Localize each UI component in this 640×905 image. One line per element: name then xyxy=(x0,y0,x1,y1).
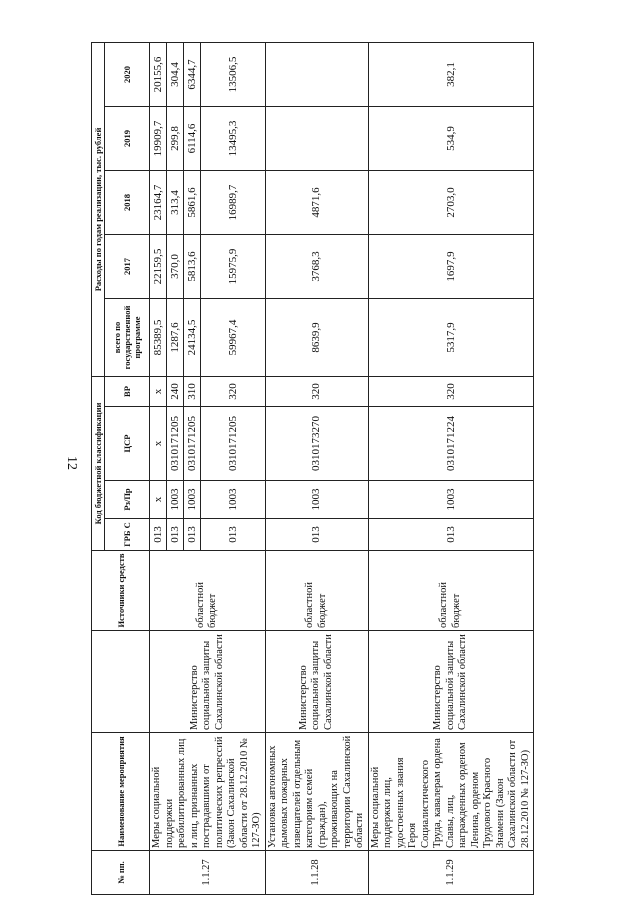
cell-total: 59967,4 xyxy=(201,299,265,377)
table-row xyxy=(265,42,368,894)
cell-csr: 0310173270 xyxy=(265,407,368,481)
header-rzpr: Рз/Пр xyxy=(105,481,150,519)
cell-csr: 0310171205 xyxy=(201,407,265,481)
cell-2018: 5861,6 xyxy=(184,171,201,235)
cell-csr: 0310171205 xyxy=(167,407,184,481)
cell-2020: 13506,5 xyxy=(201,42,265,106)
row-name: Установка автономных дымовых пожарных извещателей отдельным категориям семей (граждан), проживающих на территории Сахалинской области xyxy=(265,733,368,851)
cell-rzpr: 1003 xyxy=(167,481,184,519)
row-num: 1.1.27 xyxy=(150,851,266,895)
cell-2017: 1697,9 xyxy=(368,235,534,299)
row-source: областной бюджет xyxy=(265,551,368,631)
row-num: 1.1.28 xyxy=(265,851,368,895)
cell-2019: 6114,6 xyxy=(184,107,201,171)
cell-2018: 23164,7 xyxy=(150,171,167,235)
header-year-2018: 2018 xyxy=(105,171,150,235)
page-number: 12 xyxy=(64,456,79,470)
cell-rzpr: 1003 xyxy=(265,481,368,519)
rotated-table-container xyxy=(91,43,611,895)
cell-2017: 3768,3 xyxy=(265,235,368,299)
cell-2019 xyxy=(265,107,368,171)
header-csr: ЦСР xyxy=(105,407,150,481)
cell-vr: x xyxy=(150,377,167,407)
cell-vr: 310 xyxy=(184,377,201,407)
header-expenses: Расходы по годам реализации, тыс. рублей xyxy=(92,42,105,376)
cell-vr: 240 xyxy=(167,377,184,407)
table-row xyxy=(150,42,167,894)
cell-total: 8639,9 xyxy=(265,299,368,377)
cell-csr: 0310171205 xyxy=(184,407,201,481)
cell-grbs: 013 xyxy=(368,519,534,551)
cell-2019: 13495,3 xyxy=(201,107,265,171)
cell-2020: 20155,6 xyxy=(150,42,167,106)
cell-csr: 0310171224 xyxy=(368,407,534,481)
cell-2017: 5813,6 xyxy=(184,235,201,299)
row-name: Меры социальной поддержки лиц, удостоенных звания Героя Социалистического Труда, кавалерам ордена Славы, лиц, награжденных орденом Ленина, орденом Трудового Красного Знамени (Закон Сахалинской области от 28.12.2010 № 127-ЗО) xyxy=(368,733,534,851)
header-num: № пп. xyxy=(92,851,150,895)
row-executor: Министерство социальной защиты Сахалинской области xyxy=(150,631,266,733)
header-vr: ВР xyxy=(105,377,150,407)
cell-2019: 299,8 xyxy=(167,107,184,171)
header-year-2017: 2017 xyxy=(105,235,150,299)
cell-2018: 4871,6 xyxy=(265,171,368,235)
header-grbs: ГРБ С xyxy=(105,519,150,551)
row-source: областной бюджет xyxy=(150,551,266,631)
cell-rzpr: 1003 xyxy=(368,481,534,519)
cell-2018: 2703,0 xyxy=(368,171,534,235)
cell-2020: 6344,7 xyxy=(184,42,201,106)
header-total: всего по государственной программе xyxy=(105,299,150,377)
table-row xyxy=(368,42,534,894)
row-executor: Министерство социальной защиты Сахалинской области xyxy=(368,631,534,733)
header-year-2020: 2020 xyxy=(105,42,150,106)
row-executor: Министерство социальной защиты Сахалинской области xyxy=(265,631,368,733)
cell-grbs: 013 xyxy=(184,519,201,551)
row-num: 1.1.29 xyxy=(368,851,534,895)
header-budget-code: Код бюджетной классификации xyxy=(92,377,105,551)
budget-table xyxy=(91,42,534,895)
header-source: Источники средств xyxy=(92,551,150,631)
row-name: Меры социальной поддержки реабилитированных лиц и лиц, признанных пострадавшими от политических репрессий (Закон Сахалинской области от 28.12.2010 № 127-ЗО) xyxy=(150,733,266,851)
cell-total: 1287,6 xyxy=(167,299,184,377)
cell-grbs: 013 xyxy=(167,519,184,551)
cell-rzpr: x xyxy=(150,481,167,519)
cell-2017: 15975,9 xyxy=(201,235,265,299)
header-executor xyxy=(92,631,150,733)
cell-2020: 382,1 xyxy=(368,42,534,106)
cell-grbs: 013 xyxy=(265,519,368,551)
cell-vr: 320 xyxy=(201,377,265,407)
cell-vr: 320 xyxy=(368,377,534,407)
cell-csr: x xyxy=(150,407,167,481)
cell-2020 xyxy=(265,42,368,106)
cell-vr: 320 xyxy=(265,377,368,407)
cell-2019: 19909,7 xyxy=(150,107,167,171)
header-year-2019: 2019 xyxy=(105,107,150,171)
cell-total: 24134,5 xyxy=(184,299,201,377)
header-name: Наименование мероприятия xyxy=(92,733,150,851)
cell-total: 5317,9 xyxy=(368,299,534,377)
cell-rzpr: 1003 xyxy=(184,481,201,519)
cell-2017: 22159,5 xyxy=(150,235,167,299)
cell-2019: 534,9 xyxy=(368,107,534,171)
cell-2018: 313,4 xyxy=(167,171,184,235)
cell-grbs: 013 xyxy=(150,519,167,551)
cell-2020: 304,4 xyxy=(167,42,184,106)
cell-2017: 370,0 xyxy=(167,235,184,299)
cell-2018: 16989,7 xyxy=(201,171,265,235)
cell-grbs: 013 xyxy=(201,519,265,551)
cell-rzpr: 1003 xyxy=(201,481,265,519)
row-source: областной бюджет xyxy=(368,551,534,631)
cell-total: 85389,5 xyxy=(150,299,167,377)
